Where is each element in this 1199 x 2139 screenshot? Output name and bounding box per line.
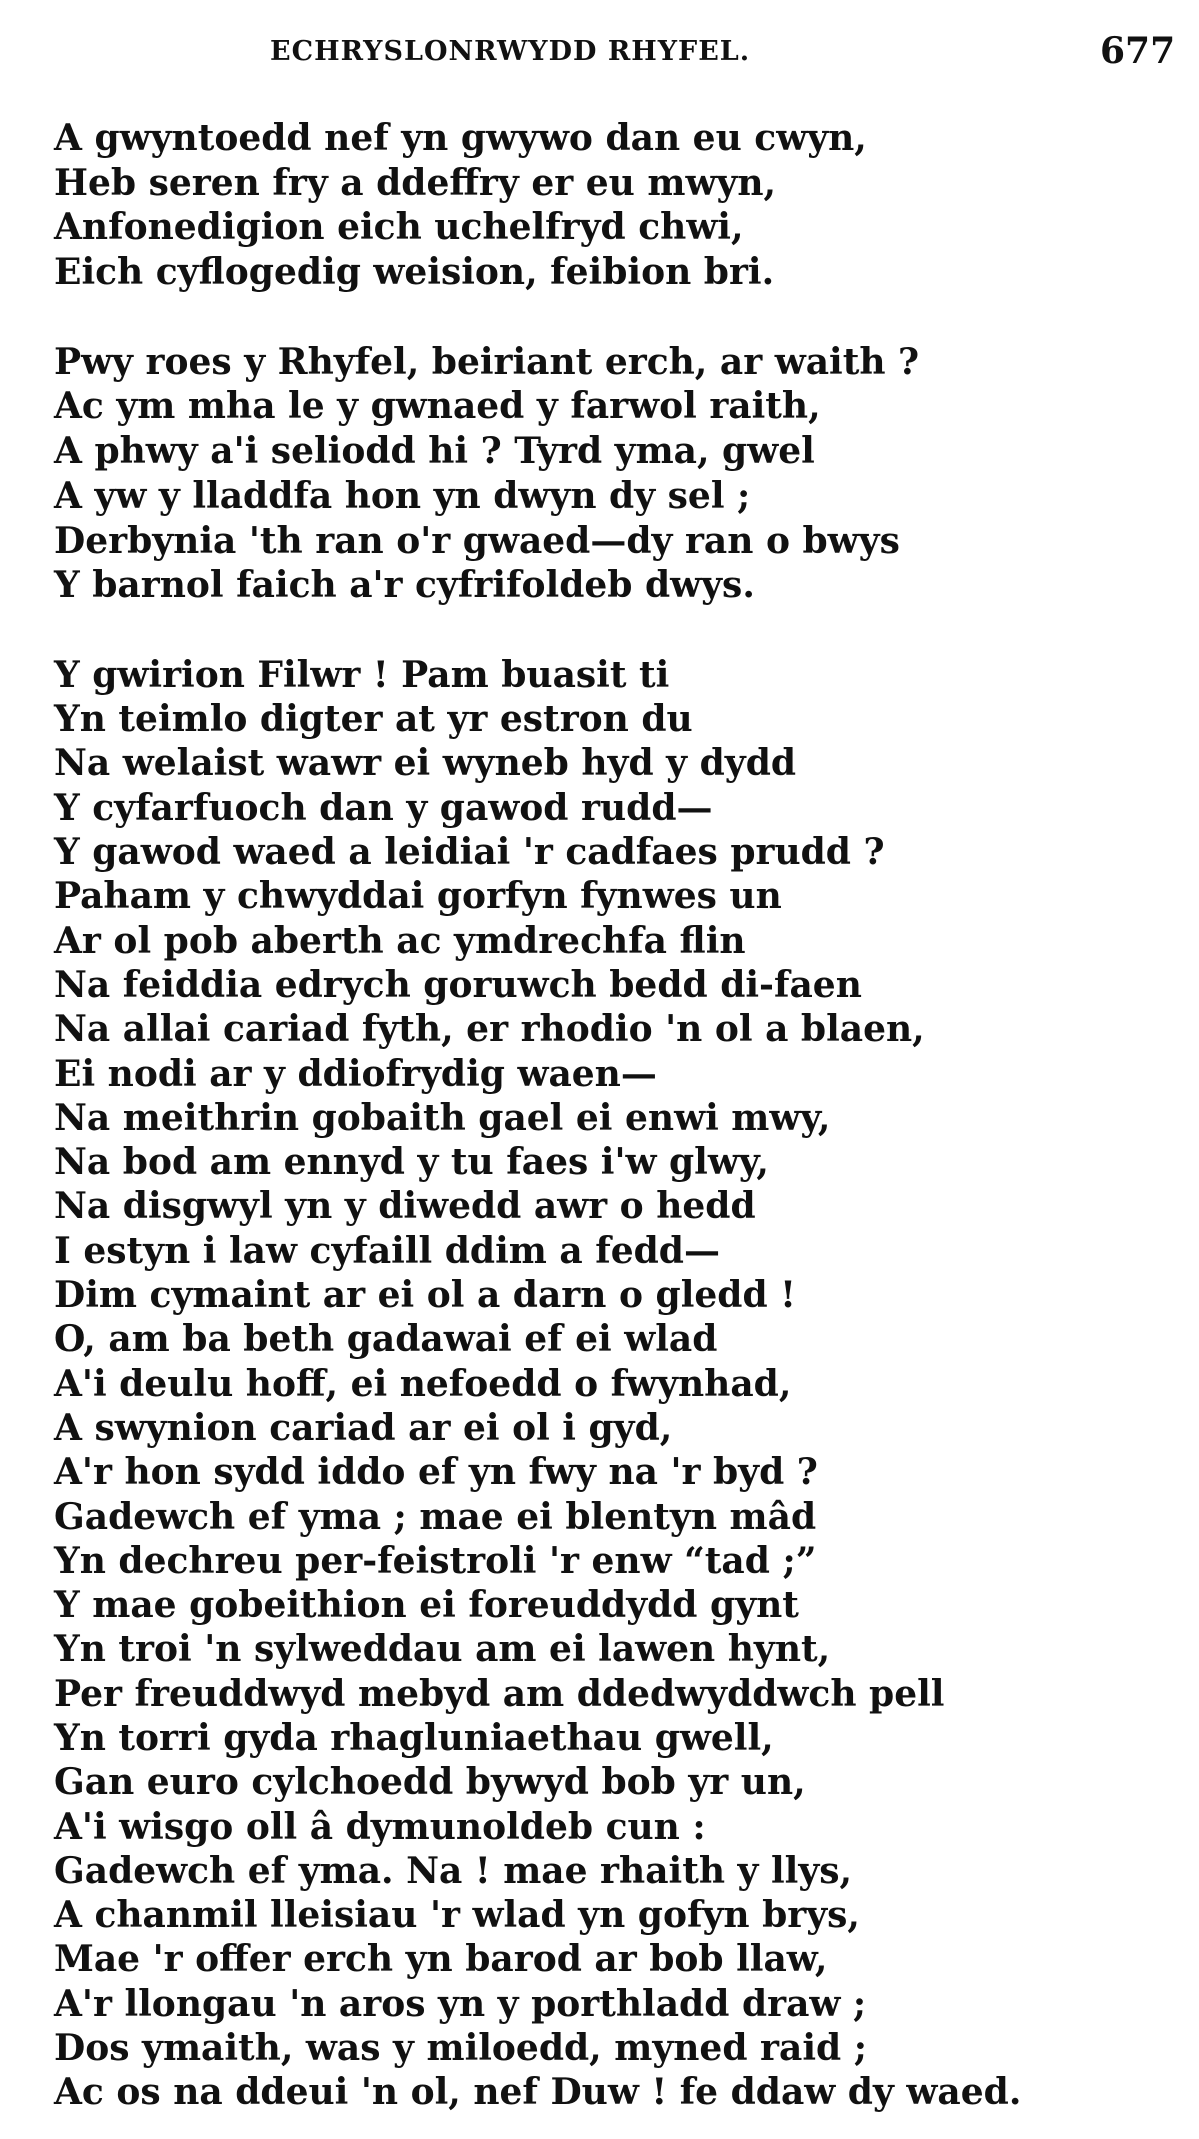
stanza-2 — [54, 340, 1174, 608]
poem-line: A phwy a'i seliodd hi ? Tyrd yma, gwel — [54, 430, 815, 473]
poem-line: Yn troi 'n sylweddau am ei lawen hynt, — [54, 1628, 831, 1671]
poem-line: A'i wisgo oll â dymunoldeb cun : — [54, 1805, 706, 1848]
poem-line: Mae 'r offer erch yn barod ar bob llaw, — [54, 1938, 828, 1981]
poem-line: Gadewch ef yma ; mae ei blentyn mâd — [54, 1495, 817, 1538]
poem-line: Na feiddia edrych goruwch bedd di-faen — [54, 963, 862, 1006]
poem-line: A swynion cariad ar ei ol i gyd, — [54, 1406, 673, 1449]
poem-line: Pwy roes y Rhyfel, beiriant erch, ar waith ? — [54, 340, 920, 383]
stanza-1 — [54, 116, 1174, 295]
poem-line: Yn torri gyda rhagluniaethau gwell, — [54, 1717, 774, 1759]
poem-line: Anfonedigion eich uchelfryd chwi, — [54, 206, 744, 249]
poem-line: Y cyfarfuoch dan y gawod rudd— — [54, 786, 713, 829]
poem-line: A'r llongau 'n aros yn y porthladd draw ; — [54, 1982, 867, 2025]
poem-line: Dim cymaint ar ei ol a darn o gledd ! — [54, 1274, 796, 1317]
poem-line: Gadewch ef yma. Na ! mae rhaith y llys, — [54, 1849, 853, 1892]
poem-line: Y gwirion Filwr ! Pam buasit ti — [54, 653, 670, 696]
poem-line: Na welaist wawr ei wyneb hyd y dydd — [54, 742, 797, 785]
poem-body — [54, 116, 1174, 2115]
poem-line: Ac ym mha le y gwnaed y farwol raith, — [54, 385, 821, 428]
running-title: ECHRYSLONRWYDD RHYFEL. — [270, 36, 751, 67]
poem-line: A yw y lladdfa hon yn dwyn dy sel ; — [54, 474, 751, 517]
poem-line: A gwyntoedd nef yn gwywo dan eu cwyn, — [54, 117, 867, 159]
poem-line: Per freuddwyd mebyd am ddedwyddwch pell — [54, 1672, 945, 1715]
poem-line: A chanmil lleisiau 'r wlad yn gofyn brys, — [54, 1894, 860, 1937]
poem-line: Paham y chwyddai gorfyn fynwes un — [54, 875, 782, 918]
poem-line: Ac os na ddeui 'n ol, nef Duw ! fe ddaw dy waed. — [54, 2071, 1022, 2114]
poem-line: Heb seren fry a ddeffry er eu mwyn, — [54, 161, 777, 204]
poem-line: Yn teimlo digter at yr estron du — [54, 698, 693, 741]
poem-line: Eich cyflogedig weision, feibion bri. — [54, 251, 775, 294]
stanza-3 — [54, 653, 1174, 2115]
poem-line: Na meithrin gobaith gael ei enwi mwy, — [54, 1096, 831, 1139]
poem-line: Na disgwyl yn y diwedd awr o hedd — [54, 1185, 756, 1228]
poem-line: Ei nodi ar y ddiofrydig waen— — [54, 1052, 657, 1095]
poem-line: Ar ol pob aberth ac ymdrechfa flin — [54, 919, 746, 962]
poem-line: Y barnol faich a'r cyfrifoldeb dwys. — [54, 564, 755, 607]
poem-line: O, am ba beth gadawai ef ei wlad — [54, 1318, 718, 1361]
poem-line: Y mae gobeithion ei foreuddydd gynt — [54, 1584, 799, 1627]
poem-line: Y gawod waed a leidiai 'r cadfaes prudd ? — [54, 831, 885, 874]
poem-line: Derbynia 'th ran o'r gwaed—dy ran o bwys — [54, 519, 900, 562]
poem-line: Yn dechreu per-feistroli 'r enw “tad ;” — [54, 1539, 817, 1582]
poem-line: I estyn i law cyfaill ddim a fedd— — [54, 1229, 720, 1272]
poem-line: Gan euro cylchoedd bywyd bob yr un, — [54, 1761, 806, 1804]
poem-line: Dos ymaith, was y miloedd, myned raid ; — [54, 2027, 868, 2070]
poem-line: Na allai cariad fyth, er rhodio 'n ol a blaen, — [54, 1008, 925, 1051]
page-number: 677 — [1100, 30, 1176, 72]
poem-line: A'r hon sydd iddo ef yn fwy na 'r byd ? — [54, 1451, 818, 1494]
poem-line: A'i deulu hoff, ei nefoedd o fwynhad, — [54, 1362, 792, 1405]
poem-line: Na bod am ennyd y tu faes i'w glwy, — [54, 1141, 769, 1184]
